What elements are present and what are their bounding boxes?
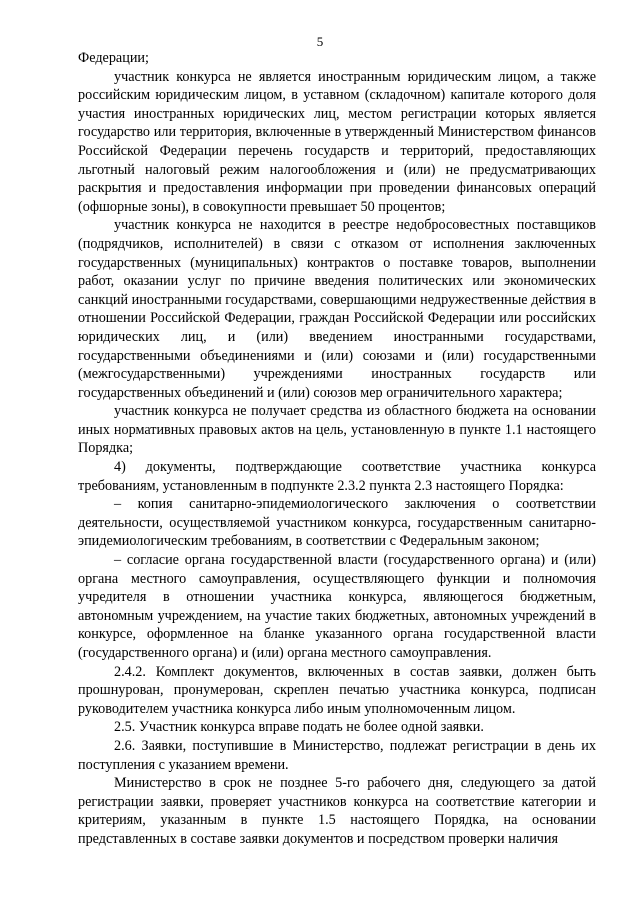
page-number: 5 [316,34,324,49]
paragraph-no-regional-budget: участник конкурса не получает средства из областного бюджета на основании иных нормативных правовых актов на цель, установленную в пункте 1.1 настоящего Порядка; [78,403,596,457]
paragraph-2-5: 2.5. Участник конкурса вправе подать не более одной заявки. [114,719,484,736]
paragraph-2-4-2: 2.4.2. Комплект документов, включенных в состав заявки, должен быть прошнурован, пронумерован, скреплен печатью участника конкурса, подписан руководителем участника конкурса либо иным уполномоченным лицом. [78,663,596,717]
paragraph-ministry-check: Министерство в срок не позднее 5-го рабочего дня, следующего за датой регистрации заявки, проверяет участников конкурса на соответствие категории и критериям, указанным в пункте 1.5 настоящего Порядка, на основании представленных в составе заявки документов и посредством проверки наличия [78,775,596,847]
paragraph-sanitary-conclusion: – копия санитарно-эпидемиологического заключения о соответствии деятельности, осуществляемой участником конкурса, государственным санитарно-эпидемиологическим требованиям, в соответствии с Федеральным законом; [78,496,596,550]
paragraph-founder-consent: – согласие органа государственной власти (государственного органа) и (или) органа местного самоуправления, осуществляющего функции и полномочия учредителя в отношении участника конкурса, являющегося бюджетным, автономным учреждением, на участие таких бюджетных, автономных учреждений в конкурсе, оформленное на бланке указанного органа государственной власти (государственного органа) и (или) органа местного самоуправления. [78,552,596,661]
paragraph-2-6: 2.6. Заявки, поступившие в Министерство, подлежат регистрации в день их поступления с указанием времени. [78,737,596,773]
document-body [78,49,596,849]
paragraph-not-foreign-entity: участник конкурса не является иностранным юридическим лицом, а также российским юридическим лицом, в уставном (складочном) капитале которого доля участия иностранных юридических лиц, местом регистрации которых является государство или территория, включенные в утвержденный Министерством финансов Российской Федерации перечень государств и территорий, предоставляющих льготный налоговый режим налогообложения и (или) не предусматривающих раскрытия и предоставления информации при проведении финансовых операций (офшорные зоны), в совокупности превышает 50 процентов; [78,68,596,215]
paragraph-item-4-documents: 4) документы, подтверждающие соответствие участника конкурса требованиям, установленным в подпункте 2.3.2 пункта 2.3 настоящего Порядка: [78,459,596,494]
paragraph-not-in-registry: участник конкурса не находится в реестре недобросовестных поставщиков (подрядчиков, исполнителей) в связи с отказом от исполнения заключенных государственных (муниципальных) контрактов о поставке товаров, выполнении работ, оказании услуг по причине введения политических или экономических санкций иностранными государствами, совершающими недружественные действия в отношении Российской Федерации, граждан Российской Федерации или российских юридических лиц, и (или) введением иностранными государствами, государственными объединениями и (или) союзами и (или) государственными (межгосударственными) учреждениями иностранных государств или государственных объединений и (или) союзов мер ограничительного характера; [78,217,596,401]
paragraph-continuation: Федерации; [78,50,149,66]
